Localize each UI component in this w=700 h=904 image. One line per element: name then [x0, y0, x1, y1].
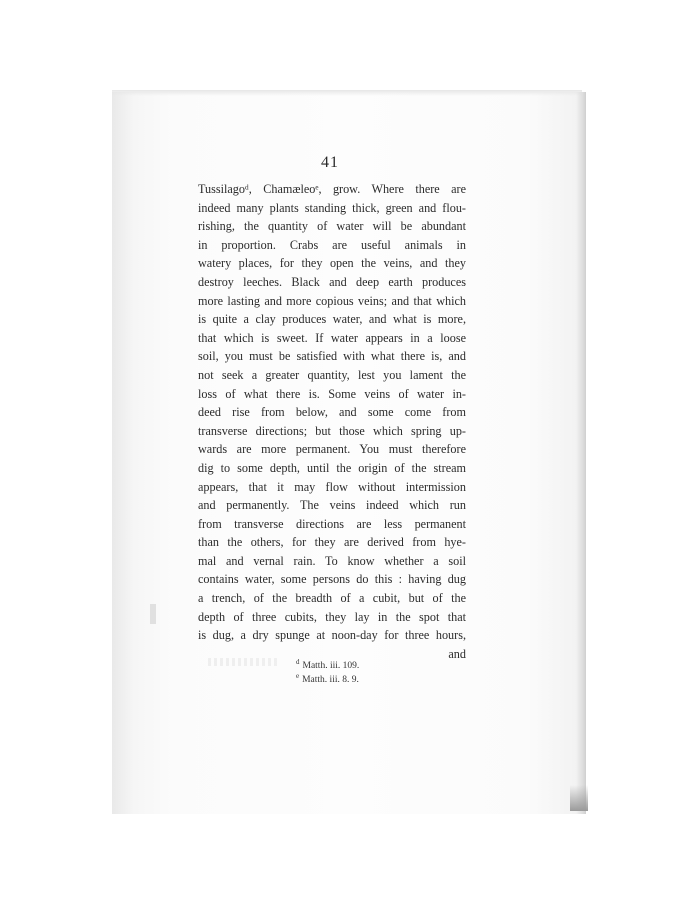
footnote-text: Matth. iii. 109.	[302, 661, 360, 672]
text-line: more lasting and more copious veins; and that which	[198, 293, 466, 308]
page-corner-shadow	[570, 785, 588, 811]
text-line: deed rise from below, and some come from	[198, 405, 466, 420]
footnote	[296, 655, 360, 672]
ink-bleed-mark	[150, 604, 156, 624]
footnotes	[296, 655, 360, 686]
text-line: a trench, of the breadth of a cubit, but of the	[198, 591, 466, 606]
page-number: 41	[321, 154, 339, 171]
text-line: than the others, for they are derived from hye-	[198, 535, 466, 550]
text-line: contains water, some persons do this : having dug	[198, 572, 466, 587]
body-text	[198, 180, 466, 663]
page-top-edge	[112, 90, 582, 96]
text-line: is dug, a dry spunge at noon-day for three hours,	[198, 628, 466, 643]
page-right-edge	[576, 92, 586, 814]
footnote	[296, 669, 359, 686]
text-line: dig to some depth, until the origin of the stream	[198, 460, 466, 475]
footnote-mark: e	[296, 672, 300, 680]
text-line: destroy leeches. Black and deep earth produces	[198, 274, 466, 289]
text-line: depth of three cubits, they lay in the spot that	[198, 609, 466, 624]
text-line: from transverse directions are less permanent	[198, 516, 466, 531]
footnote-text: Matth. iii. 8. 9.	[302, 675, 359, 686]
text-line: and permanently. The veins indeed which run	[198, 498, 466, 513]
text-line: appears, that it may flow without intermission	[198, 479, 466, 494]
text-line: in proportion. Crabs are useful animals in	[198, 237, 466, 252]
text-line: is quite a clay produces water, and what is more,	[198, 312, 466, 327]
text-line: transverse directions; but those which spring up-	[198, 423, 466, 438]
text-line: wards are more permanent. You must therefore	[198, 442, 466, 457]
text-line: indeed many plants standing thick, green and flou-	[198, 200, 466, 215]
footnote-mark: d	[296, 658, 300, 666]
text-line: soil, you must be satisfied with what there is, and	[198, 349, 466, 364]
text-line: Tussilagoᵈ, Chamæleoᵉ, grow. Where there are	[198, 182, 466, 196]
text-line: not seek a greater quantity, lest you lament the	[198, 367, 466, 382]
text-line: rishing, the quantity of water will be abundant	[198, 219, 466, 234]
text-line: that which is sweet. If water appears in a loose	[198, 330, 466, 345]
catchword: and	[448, 646, 466, 661]
text-line: mal and vernal rain. To know whether a soil	[198, 553, 466, 568]
text-line: watery places, for they open the veins, and they	[198, 256, 466, 271]
text-line: loss of what there is. Some veins of water in-	[198, 386, 466, 401]
